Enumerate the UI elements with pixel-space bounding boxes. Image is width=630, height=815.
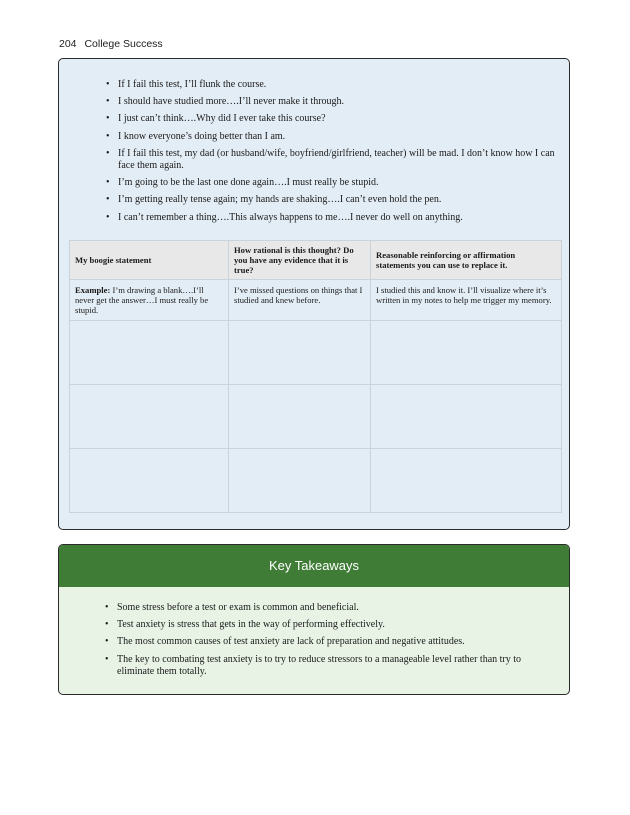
list-item: • Test anxiety is stress that gets in the way of performing effectively. <box>105 619 555 631</box>
key-takeaways-box <box>58 544 570 695</box>
key-takeaways-list <box>105 602 555 683</box>
blank-cell[interactable] <box>229 449 371 513</box>
list-item: • I should have studied more….I’ll never make it through. <box>106 96 556 108</box>
key-takeaways-title: Key Takeaways <box>58 544 570 587</box>
list-item: • I just can’t think….Why did I ever take this course? <box>106 113 556 125</box>
list-item: • I can’t remember a thing….This always happens to me….I never do well on anything. <box>106 212 556 224</box>
table-row <box>70 385 562 449</box>
example-statement-cell <box>70 280 229 321</box>
list-item: • I’m going to be the last one done again….I must really be stupid. <box>106 177 556 189</box>
list-item: • I’m getting really tense again; my hands are shaking….I can’t even hold the pen. <box>106 194 556 206</box>
list-item: • Some stress before a test or exam is common and beneficial. <box>105 602 555 614</box>
book-title: College Success <box>84 38 163 50</box>
boogie-statement-list <box>106 79 556 229</box>
blank-cell[interactable] <box>371 321 562 385</box>
list-item: • The key to combating test anxiety is to try to reduce stressors to a manageable level rather than try to eliminate them totally. <box>105 654 555 678</box>
blank-cell[interactable] <box>371 385 562 449</box>
table-row <box>70 321 562 385</box>
blank-cell[interactable] <box>229 321 371 385</box>
running-head <box>59 38 163 50</box>
example-label: Example: <box>75 285 111 295</box>
blank-cell[interactable] <box>371 449 562 513</box>
table-row <box>70 449 562 513</box>
table-row-example <box>70 280 562 321</box>
table-header-row <box>70 241 562 280</box>
boogie-worksheet-table <box>69 240 562 513</box>
column-header-evidence: How rational is this thought? Do you have any evidence that it is true? <box>229 241 371 280</box>
example-evidence-cell: I’ve missed questions on things that I studied and knew before. <box>229 280 371 321</box>
list-item: • I know everyone’s doing better than I am. <box>106 131 556 143</box>
example-statement-text: I’m drawing a blank….I’ll never get the answer…I must really be stupid. <box>75 285 209 315</box>
activity-box <box>58 58 570 530</box>
list-item: • The most common causes of test anxiety are lack of preparation and negative attitudes. <box>105 636 555 648</box>
blank-cell[interactable] <box>70 449 229 513</box>
example-affirmation-cell: I studied this and know it. I’ll visualize where it’s written in my notes to help me trigger my memory. <box>371 280 562 321</box>
list-item: • If I fail this test, I’ll flunk the course. <box>106 79 556 91</box>
list-item: • If I fail this test, my dad (or husband/wife, boyfriend/girlfriend, teacher) will be mad. I don’t know how I can face them again. <box>106 148 556 172</box>
page-number: 204 <box>59 38 77 50</box>
blank-cell[interactable] <box>70 385 229 449</box>
blank-cell[interactable] <box>229 385 371 449</box>
blank-cell[interactable] <box>70 321 229 385</box>
column-header-statement: My boogie statement <box>70 241 229 280</box>
column-header-affirmation: Reasonable reinforcing or affirmation statements you can use to replace it. <box>371 241 562 280</box>
